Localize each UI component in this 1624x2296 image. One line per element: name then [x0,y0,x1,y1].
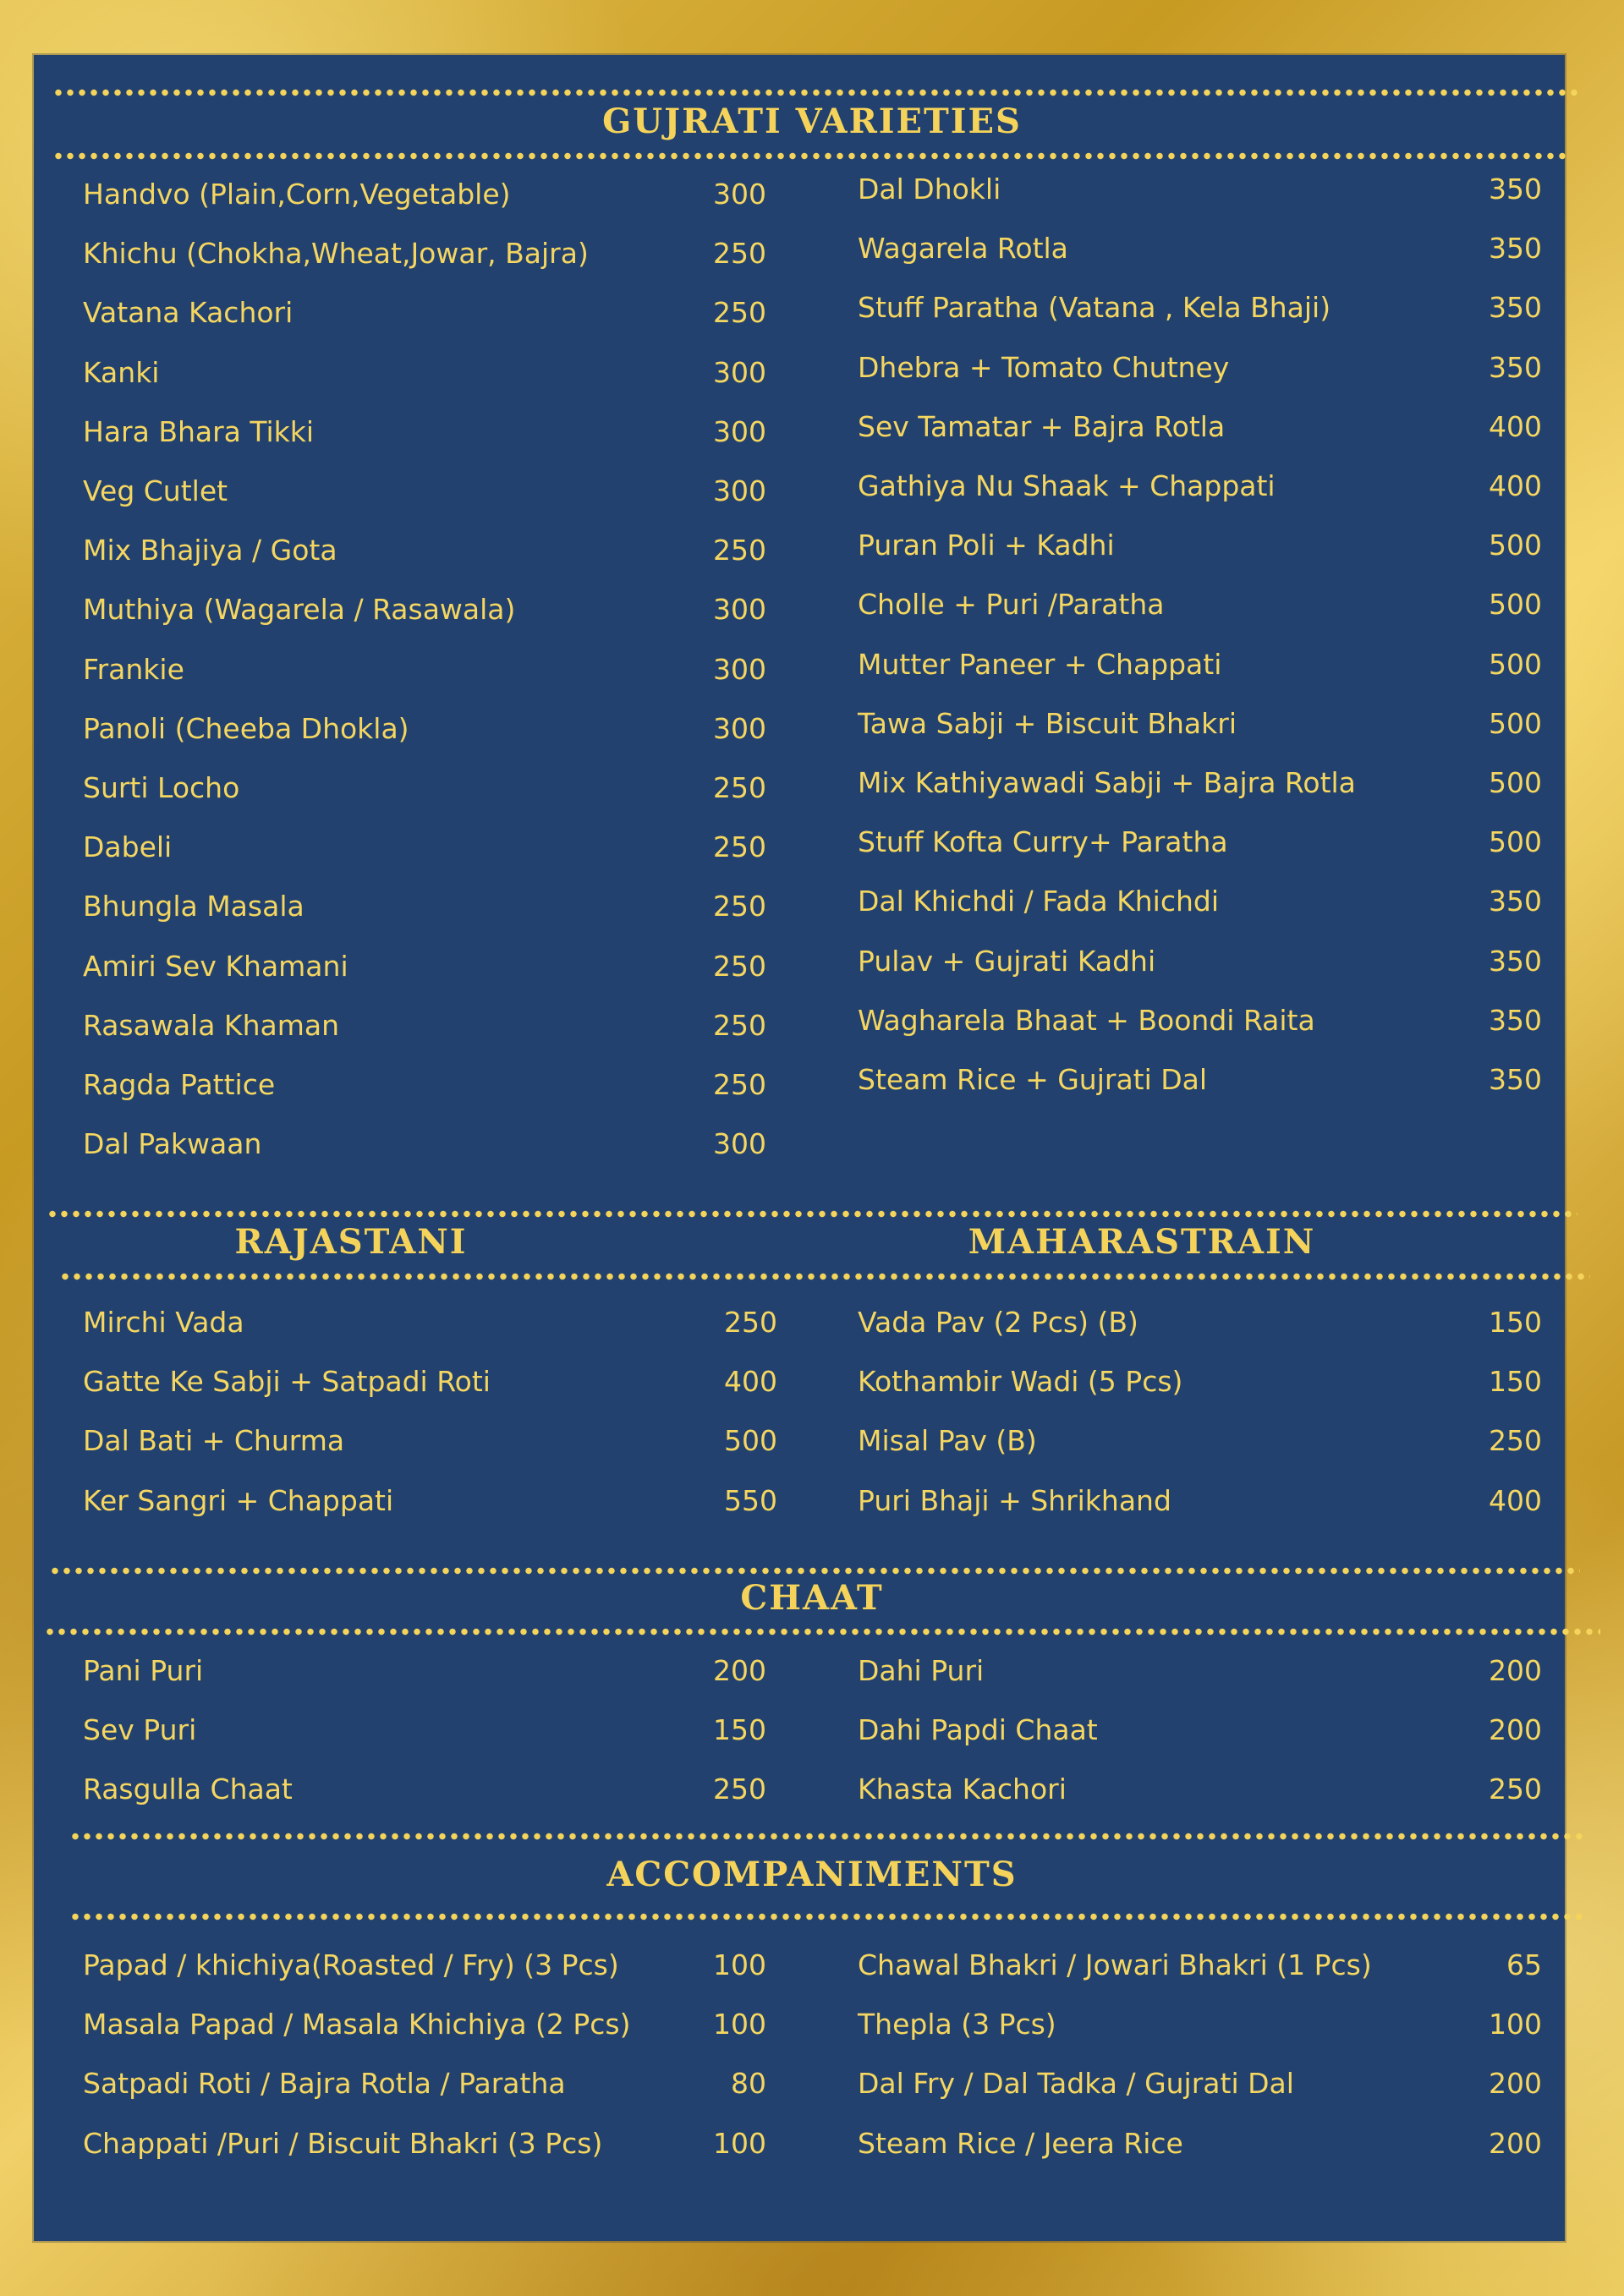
gujrati-item-price: 300 [713,711,766,745]
gujrati-item-price: 500 [1489,647,1542,681]
divider [44,1628,1600,1636]
maharastrain-item-name: Kothambir Wadi (5 Pcs) [858,1365,1183,1399]
accompaniments-item-name: Chappati /Puri / Biscuit Bhakri (3 Pcs) [83,2126,603,2160]
gujrati-item-name: Veg Cutlet [83,474,228,507]
accompaniments-item-price: 65 [1506,1948,1542,1981]
divider [69,1913,1583,1921]
gujrati-item-price: 250 [713,771,766,804]
rajastani-item-price: 500 [724,1424,777,1458]
accompaniments-item-name: Thepla (3 Pcs) [858,2008,1056,2041]
gujrati-item-name: Wagarela Rotla [858,232,1068,266]
maharastrain-item-name: Puri Bhaji + Shrikhand [858,1483,1171,1517]
gujrati-item-price: 250 [713,830,766,864]
gujrati-item-price: 300 [713,355,766,389]
chaat-item-name: Rasgulla Chaat [83,1773,293,1806]
chaat-item-price: 200 [713,1654,766,1687]
accompaniments-item-price: 100 [713,2126,766,2160]
chaat-item-name: Khasta Kachori [858,1773,1067,1806]
section-title-accompaniments: ACCOMPANIMENTS [606,1855,1018,1894]
divider [69,1833,1583,1840]
gujrati-item-name: Stuff Paratha (Vatana , Kela Bhaji) [858,291,1331,325]
gujrati-item-price: 350 [1489,885,1542,918]
divider [52,89,1582,96]
gujrati-item-price: 300 [713,652,766,686]
gujrati-item-name: Frankie [83,652,184,686]
rajastani-item-name: Gatte Ke Sabji + Satpadi Roti [83,1365,491,1399]
accompaniments-item-price: 100 [713,2008,766,2041]
chaat-item-price: 200 [1489,1654,1542,1687]
chaat-item-name: Dahi Papdi Chaat [858,1713,1098,1747]
accompaniments-item-price: 200 [1489,2067,1542,2101]
accompaniments-item-price: 100 [713,1948,766,1981]
rajastani-item-name: Dal Bati + Churma [83,1424,345,1458]
gujrati-item-name: Dhebra + Tomato Chutney [858,350,1230,384]
maharastrain-item-price: 400 [1489,1483,1542,1517]
chaat-item-price: 250 [1489,1773,1542,1806]
gujrati-item-name: Surti Locho [83,771,240,804]
gujrati-item-name: Mix Kathiyawadi Sabji + Bajra Rotla [858,766,1356,799]
gujrati-item-name: Bhungla Masala [83,890,304,923]
gujrati-item-price: 350 [1489,232,1542,266]
gujrati-item-name: Mix Bhajiya / Gota [83,534,337,567]
accompaniments-item-price: 200 [1489,2126,1542,2160]
gujrati-item-price: 250 [713,1008,766,1042]
gujrati-item-price: 250 [713,296,766,330]
gujrati-item-name: Handvo (Plain,Corn,Vegetable) [83,178,511,211]
gujrati-item-price: 350 [1489,944,1542,978]
divider [47,1210,1577,1218]
gujrati-item-name: Dabeli [83,830,173,864]
gujrati-item-price: 250 [713,890,766,923]
gujrati-item-price: 500 [1489,588,1542,622]
gujrati-item-price: 350 [1489,1003,1542,1037]
gujrati-item-price: 400 [1489,409,1542,443]
gujrati-item-price: 350 [1489,291,1542,325]
gujrati-item-price: 500 [1489,825,1542,859]
gujrati-item-name: Wagharela Bhaat + Boondi Raita [858,1003,1315,1037]
gujrati-item-price: 300 [713,1127,766,1161]
rajastani-item-price: 250 [724,1306,777,1339]
rajastani-item-name: Mirchi Vada [83,1306,244,1339]
gujrati-item-name: Hara Bhara Tikki [83,414,315,448]
gujrati-item-price: 500 [1489,766,1542,799]
chaat-item-name: Pani Puri [83,1654,204,1687]
chaat-item-name: Sev Puri [83,1713,197,1747]
gujrati-item-name: Sev Tamatar + Bajra Rotla [858,409,1226,443]
rajastani-item-price: 550 [724,1483,777,1517]
accompaniments-item-price: 80 [731,2067,766,2101]
gujrati-item-price: 250 [713,237,766,271]
maharastrain-item-price: 250 [1489,1424,1542,1458]
gujrati-item-name: Steam Rice + Gujrati Dal [858,1063,1208,1096]
gujrati-item-name: Pulav + Gujrati Kadhi [858,944,1156,978]
accompaniments-item-name: Chawal Bhakri / Jowari Bhakri (1 Pcs) [858,1948,1372,1981]
gujrati-item-name: Puran Poli + Kadhi [858,529,1115,562]
chaat-item-price: 150 [713,1713,766,1747]
gujrati-item-price: 300 [713,178,766,211]
accompaniments-item-name: Satpadi Roti / Bajra Rotla / Paratha [83,2067,566,2101]
gujrati-item-name: Tawa Sabji + Biscuit Bhakri [858,706,1237,740]
section-title-chaat: CHAAT [740,1578,884,1618]
gujrati-item-name: Stuff Kofta Curry+ Paratha [858,825,1228,859]
gujrati-item-price: 350 [1489,350,1542,384]
gujrati-item-price: 350 [1489,173,1542,205]
maharastrain-item-price: 150 [1489,1365,1542,1399]
divider [49,1567,1580,1575]
gujrati-item-price: 300 [713,414,766,448]
chaat-item-price: 250 [713,1773,766,1806]
gujrati-item-name: Amiri Sev Khamani [83,949,348,983]
maharastrain-item-price: 150 [1489,1306,1542,1339]
gujrati-item-name: Mutter Paneer + Chappati [858,647,1222,681]
accompaniments-item-name: Steam Rice / Jeera Rice [858,2126,1183,2160]
gujrati-item-name: Dal Khichdi / Fada Khichdi [858,885,1220,918]
gujrati-item-price: 250 [713,1068,766,1101]
gujrati-item-name: Dal Pakwaan [83,1127,262,1161]
gujrati-item-name: Gathiya Nu Shaak + Chappati [858,469,1276,502]
maharastrain-item-name: Vada Pav (2 Pcs) (B) [858,1306,1138,1339]
section-title-gujrati: GUJRATI VARIETIES [602,101,1022,141]
maharastrain-item-name: Misal Pav (B) [858,1424,1037,1458]
gujrati-item-price: 500 [1489,706,1542,740]
gujrati-item-name: Ragda Pattice [83,1068,276,1101]
gujrati-item-name: Khichu (Chokha,Wheat,Jowar, Bajra) [83,237,589,271]
divider [52,152,1566,160]
gujrati-item-name: Cholle + Puri /Paratha [858,588,1165,622]
gujrati-item-price: 250 [713,534,766,567]
gujrati-item-name: Rasawala Khaman [83,1008,339,1042]
gujrati-item-price: 500 [1489,529,1542,562]
section-title-maharastrain: MAHARASTRAIN [968,1222,1316,1262]
rajastani-item-name: Ker Sangri + Chappati [83,1483,394,1517]
gujrati-item-price: 250 [713,949,766,983]
accompaniments-item-name: Papad / khichiya(Roasted / Fry) (3 Pcs) [83,1948,619,1981]
gujrati-item-price: 400 [1489,469,1542,502]
gujrati-item-name: Dal Dhokli [858,173,1001,205]
gujrati-item-price: 350 [1489,1063,1542,1096]
gujrati-item-name: Muthiya (Wagarela / Rasawala) [83,593,516,627]
divider [59,1273,1590,1280]
gujrati-item-price: 300 [713,593,766,627]
accompaniments-item-name: Dal Fry / Dal Tadka / Gujrati Dal [858,2067,1294,2101]
accompaniments-item-name: Masala Papad / Masala Khichiya (2 Pcs) [83,2008,631,2041]
gujrati-item-name: Kanki [83,355,160,389]
chaat-item-name: Dahi Puri [858,1654,985,1687]
gujrati-item-name: Vatana Kachori [83,296,294,330]
section-title-rajastani: RAJASTANI [234,1222,468,1262]
gujrati-item-name: Panoli (Cheeba Dhokla) [83,711,409,745]
gujrati-item-price: 300 [713,474,766,507]
accompaniments-item-price: 100 [1489,2008,1542,2041]
chaat-item-price: 200 [1489,1713,1542,1747]
rajastani-item-price: 400 [724,1365,777,1399]
